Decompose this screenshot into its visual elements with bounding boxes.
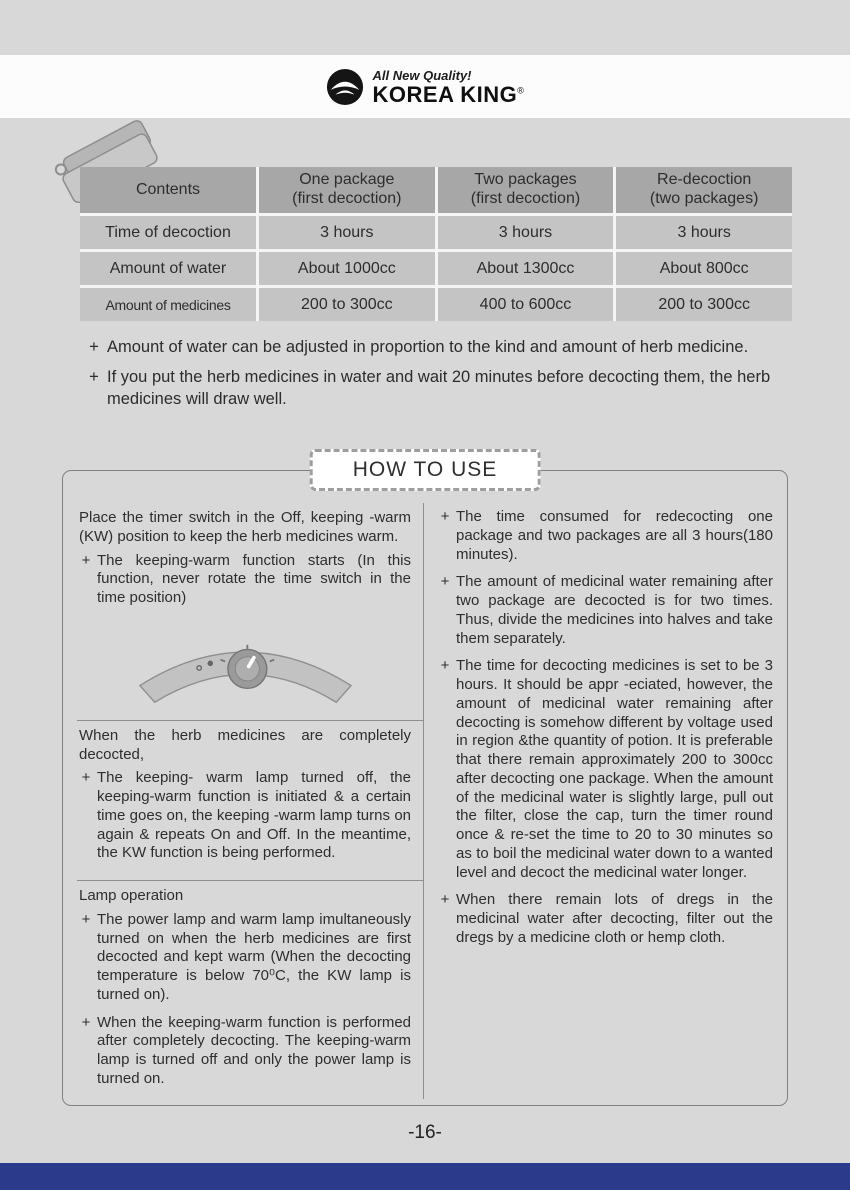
korea-king-logo-icon — [326, 68, 364, 106]
table-cell: 3 hours — [259, 216, 435, 249]
plus-marker: + — [81, 551, 91, 569]
bullet-item — [79, 769, 411, 863]
plus-marker: + — [89, 338, 99, 356]
plus-marker: + — [440, 891, 450, 909]
header-text: Re-decoction — [657, 171, 752, 189]
note-text: If you put the herb medicines in water and wait 20 minutes before decocting them, the herb medicines will draw well. — [107, 368, 771, 408]
header-text: Contents — [135, 180, 201, 198]
header-text: One package — [299, 171, 395, 189]
bullet-item — [438, 891, 773, 947]
decocted-section — [77, 720, 423, 880]
page-number: -16- — [408, 1122, 442, 1143]
header-text: Two packages — [474, 171, 577, 189]
how-to-use-left-column — [73, 503, 424, 1099]
lamp-operation-heading: Lamp operation — [79, 887, 184, 904]
lamp-operation-section — [77, 880, 423, 1106]
table-header-two-packages — [438, 167, 614, 213]
header-subtext: (first decoction) — [470, 190, 581, 207]
decoction-table — [80, 167, 792, 321]
bullet-item — [438, 657, 773, 882]
plus-marker: + — [440, 573, 450, 591]
brand-header — [0, 55, 850, 118]
table-row-label: Time of decoction — [80, 216, 256, 249]
how-to-use-right-column — [424, 503, 775, 1099]
bullet-item — [438, 508, 773, 564]
table-cell: 3 hours — [438, 216, 614, 249]
brand-name-text: KOREA KING — [372, 81, 518, 107]
table-cell: About 800cc — [616, 252, 792, 285]
bullet-text: When the keeping-warm function is performed after completely decocting. The keeping-warm lamp is turned off and only the power lamp is turned on. — [97, 1013, 411, 1087]
plus-marker: + — [81, 910, 91, 928]
table-cell: 200 to 300cc — [616, 288, 792, 321]
brand-tagline: All New Quality! — [372, 67, 472, 83]
how-to-use-title: HOW TO USE — [310, 449, 541, 491]
korea-king-logo — [326, 68, 525, 106]
bullet-item — [79, 911, 411, 1005]
table-header-one-package — [259, 167, 435, 213]
timer-dial-icon — [133, 617, 358, 705]
header-subtext: (two packages) — [649, 190, 759, 207]
bullet-text: The keeping- warm lamp turned off, the keeping-warm function is initiated & a certain time goes on, the keeping -warm lamp turns on again & repeats On and Off. In the meantime, the KW function is being performed. — [97, 769, 411, 862]
bullet-text: The time consumed for redecocting one package and two packages are all 3 hours(180 minutes). — [456, 508, 773, 563]
bullet-text: The power lamp and warm lamp imultaneously turned on when the herb medicines are first decocted and kept warm (When the decocting temperature is below 70⁰C, the KW lamp is turned on). — [97, 910, 411, 1003]
table-notes — [86, 337, 790, 419]
brand-name — [372, 81, 525, 107]
how-to-use-box — [62, 458, 788, 1106]
bullet-item — [438, 573, 773, 648]
note-text: Amount of water can be adjusted in proportion to the kind and amount of herb medicine. — [107, 338, 749, 356]
decocted-heading: When the herb medicines are completely decocted, — [79, 726, 411, 763]
table-cell: 3 hours — [616, 216, 792, 249]
table-row-label: Amount of water — [80, 252, 256, 285]
note-item — [86, 367, 790, 410]
table-cell: About 1300cc — [438, 252, 614, 285]
plus-marker: + — [89, 368, 99, 387]
note-item — [86, 337, 790, 358]
registered-mark: ® — [517, 85, 525, 96]
table-cell: 400 to 600cc — [438, 288, 614, 321]
plus-marker: + — [81, 1013, 91, 1031]
header-subtext: (first decoction) — [292, 190, 402, 207]
timer-section — [77, 503, 423, 720]
timer-intro-text: Place the timer switch in the Off, keeping -warm (KW) position to keep the herb medicines warm. — [79, 509, 411, 545]
brand-text — [373, 68, 525, 106]
bottom-bar — [0, 1163, 850, 1190]
bullet-item — [79, 552, 411, 608]
table-header-redecoction — [616, 167, 792, 213]
table-row-label: Amount of medicines — [80, 288, 256, 321]
bullet-text: The time for decocting medicines is set to be 3 hours. It should be appr -eciated, however, the amount of medicinal water remaining after decocting is somehow different by voltage used in region &the quantity of potion. It is preferable that there remain approximately 200 to 300cc after decocting one package. When the amount of the medicinal water is slightly large, pull out the filter, close the cap, turn the timer round once & re-set the time to 20 to 30 minutes so as to boil the medicinal water down to a wanted level and decoct the medicinal water longer. — [456, 657, 773, 881]
bullet-text: The amount of medicinal water remaining after two package are decocted is for two times. Thus, divide the medicines into halves and take them separately. — [456, 573, 773, 647]
timer-dial-image — [79, 617, 411, 710]
table-cell: 200 to 300cc — [259, 288, 435, 321]
table-cell: About 1000cc — [259, 252, 435, 285]
table-header-contents — [80, 167, 256, 213]
plus-marker: + — [440, 657, 450, 675]
plus-marker: + — [440, 508, 450, 525]
how-to-use-columns — [63, 471, 787, 1105]
bullet-text: When there remain lots of dregs in the medicinal water after decocting, filter out the dregs by a medicine cloth or hemp cloth. — [456, 891, 773, 946]
bullet-item — [79, 1014, 411, 1089]
plus-marker: + — [81, 769, 91, 787]
bullet-text: The keeping-warm function starts (In this function, never rotate the time switch in the time position) — [97, 551, 411, 606]
